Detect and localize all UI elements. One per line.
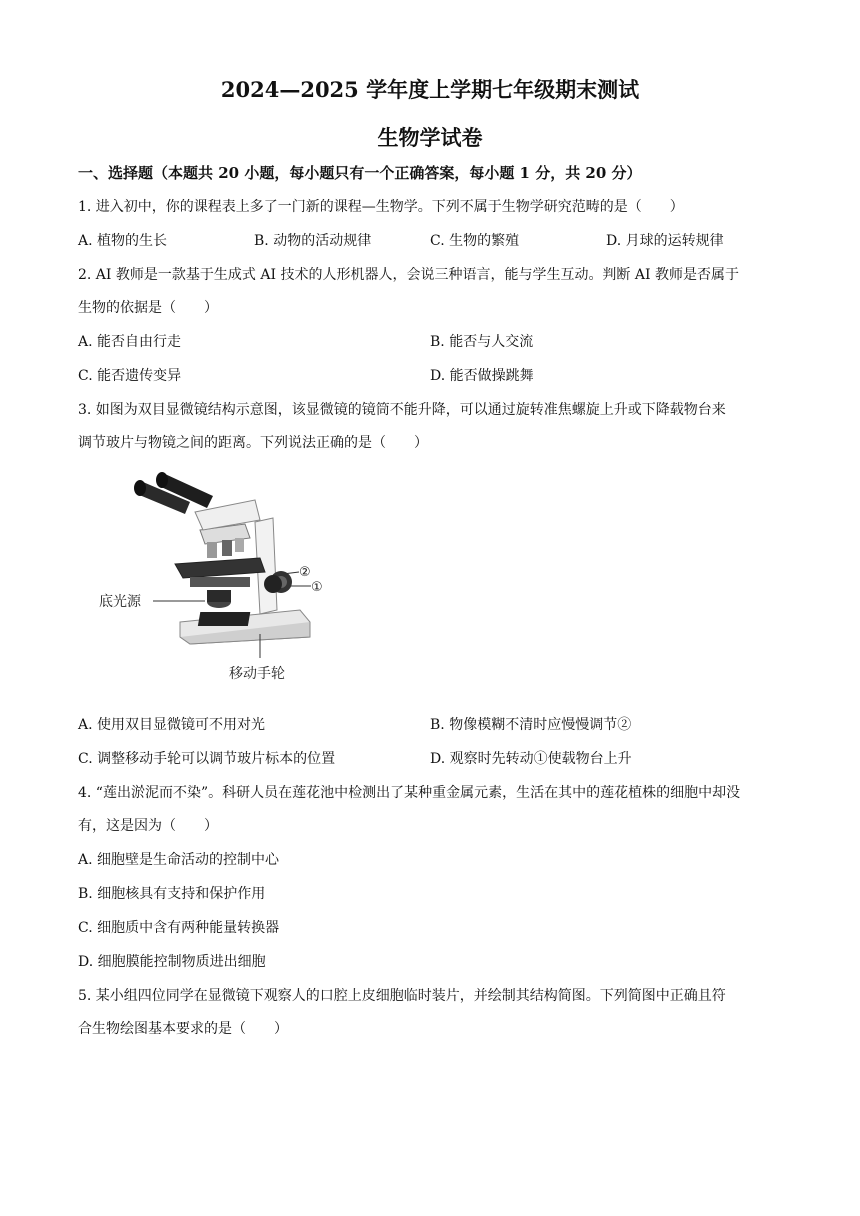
microscope-figure: [95, 472, 340, 687]
question-4-stem-line1: 4. “莲出淤泥而不染”。科研人员在莲花池中检测出了某种重金属元素，生活在其中的莲花植株的细胞中却没: [78, 785, 741, 801]
question-4-option-d: D. 细胞膜能控制物质进出细胞: [78, 954, 266, 970]
question-2-option-d: D. 能否做操跳舞: [430, 368, 534, 384]
question-3-option-a: A. 使用双目显微镜可不用对光: [78, 717, 266, 733]
question-3-option-c: C. 调整移动手轮可以调节玻片标本的位置: [78, 751, 336, 767]
question-1-option-c: C. 生物的繁殖: [430, 233, 520, 249]
page-subtitle: 生物学试卷: [377, 125, 483, 150]
question-3-option-b: B. 物像模糊不清时应慢慢调节②: [430, 717, 632, 733]
question-3-stem-line1: 3. 如图为双目显微镜结构示意图，该显微镜的镜筒不能升降，可以通过旋转准焦螺旋上升或下降载物台来: [78, 402, 726, 418]
question-1-option-a: A. 植物的生长: [78, 233, 168, 249]
question-4-option-c: C. 细胞质中含有两种能量转换器: [78, 920, 280, 936]
page-title: 2024—2025 学年度上学期七年级期末测试: [220, 77, 640, 102]
question-4-option-b: B. 细胞核具有支持和保护作用: [78, 886, 266, 902]
label-bottom-light: 底光源: [99, 594, 141, 610]
question-2-option-a: A. 能否自由行走: [78, 334, 182, 350]
question-1-stem: 1. 进入初中，你的课程表上多了一门新的课程—生物学。下列不属于生物学研究范畴的是（ ）: [78, 199, 684, 215]
question-4-option-a: A. 细胞壁是生命活动的控制中心: [78, 852, 280, 868]
question-1-option-b: B. 动物的活动规律: [254, 233, 372, 249]
question-3-option-d: D. 观察时先转动①使载物台上升: [430, 751, 632, 767]
label-2: ②: [299, 565, 311, 580]
label-moving-wheel: 移动手轮: [229, 666, 285, 682]
question-5-stem-line1: 5. 某小组四位同学在显微镜下观察人的口腔上皮细胞临时装片，并绘制其结构简图。下列简图中正确且符: [78, 988, 726, 1004]
question-1-option-d: D. 月球的运转规律: [606, 233, 724, 249]
question-2-stem-line2: 生物的依据是（ ）: [78, 300, 218, 316]
question-2-stem-line1: 2. AI 教师是一款基于生成式 AI 技术的人形机器人，会说三种语言，能与学生互动。判断 AI 教师是否属于: [78, 267, 739, 283]
section-heading: 一、选择题（本题共 20 小题，每小题只有一个正确答案，每小题 1 分，共 20 分）: [78, 164, 642, 182]
label-1: ①: [311, 580, 323, 595]
question-4-stem-line2: 有，这是因为（ ）: [78, 818, 218, 834]
question-2-option-c: C. 能否遗传变异: [78, 368, 182, 384]
question-5-stem-line2: 合生物绘图基本要求的是（ ）: [78, 1021, 288, 1037]
question-3-stem-line2: 调节玻片与物镜之间的距离。下列说法正确的是（ ）: [78, 435, 428, 451]
question-2-option-b: B. 能否与人交流: [430, 334, 534, 350]
